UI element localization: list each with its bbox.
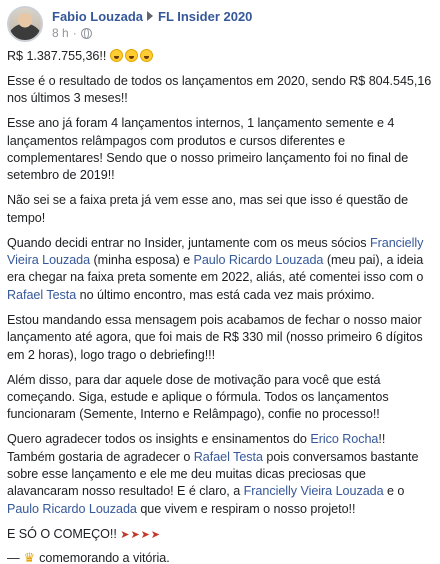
rocket-icon: ➤ (140, 528, 150, 541)
rocket-icon: ➤ (120, 528, 130, 541)
text-segment: e o (383, 484, 405, 499)
text-segment: (meu pai), a ideia era chegar na faixa preta somente em 2022, aliás, até comentei isso com o (7, 253, 424, 285)
text-segment: Quero agradecer todos os insights e ensinamentos do (7, 432, 311, 447)
text-segment: !! Também gostaria de agradecer o (7, 432, 386, 464)
post-meta (52, 25, 252, 41)
feeling-activity (7, 549, 432, 564)
post-paragraph (7, 431, 432, 518)
grinning-face-icon (125, 49, 138, 62)
mention-link[interactable]: Francielly Vieira Louzada (7, 235, 424, 268)
trophy-icon: ♛ (23, 549, 36, 564)
text-segment: pois conversamos bastante sobre esse lançamento e ele me deu muitas dicas preciosas que alavancaram nosso resultado! E é claro, a (7, 449, 419, 499)
post-header-text (52, 6, 252, 41)
rocket-icon: ➤ (130, 528, 140, 541)
grinning-face-icon (140, 49, 153, 62)
post-title-line (52, 8, 252, 25)
text-segment: no último encontro, mas está cada vez mais próximo. (76, 287, 375, 302)
feeling-text[interactable]: comemorando a vitória. (39, 550, 170, 564)
mention-link[interactable]: Francielly Vieira Louzada (243, 484, 384, 499)
post-paragraph (7, 48, 432, 65)
author-name-link[interactable]: Fabio Louzada (52, 9, 143, 24)
mention-link[interactable]: Rafael Testa (193, 449, 263, 464)
mention-link[interactable]: Paulo Ricardo Louzada (193, 253, 324, 268)
group-name-link[interactable]: FL Insider 2020 (158, 9, 253, 24)
feeling-prefix: — (7, 550, 20, 564)
revenue-text: R$ 1.387.755,36!! (7, 49, 107, 63)
mention-link[interactable]: Paulo Ricardo Louzada (7, 501, 137, 516)
post-paragraph (7, 235, 432, 305)
mention-link[interactable]: Erico Rocha (310, 432, 379, 447)
post-paragraph: Não sei se a faixa preta já vem esse ano, mas sei que isso é questão de tempo! (7, 193, 409, 225)
meta-separator: · (72, 26, 77, 40)
post-paragraph: Além disso, para dar aquele dose de motivação para você que está começando. Siga, estude e aplique o fórmula. Todos os lançamentos funcionaram (Semente, Interno e Relâmpago), confie no processo!! (7, 372, 389, 422)
closing-text: E SÓ O COMEÇO!! (7, 526, 117, 541)
post-paragraph: Esse é o resultado de todos os lançamentos em 2020, sendo R$ 804.545,16 nos últimos 3 meses!! (7, 73, 432, 106)
post-paragraph: Esse ano já foram 4 lançamentos internos, 1 lançamento semente e 4 lançamentos relâmpagos com produtos e cursos diferentes e complementares! Sendo que o nosso primeiro lançamento foi no final de setembro de 2019!! (7, 116, 409, 183)
post-header (7, 6, 432, 44)
text-segment: Quando decidi entrar no Insider, juntamente com os meus sócios (7, 235, 370, 250)
text-segment: que vivem e respiram o nosso projeto!! (136, 501, 356, 516)
grinning-face-icon (110, 49, 123, 62)
arrow-right-icon (147, 11, 153, 21)
post-paragraph: Estou mandando essa mensagem pois acabamos de fechar o nosso maior lançamento até agora, que foi mais de R$ 330 mil (nosso primeiro 6 dígitos em 2 horas), logo trago o debriefing!!! (7, 312, 423, 362)
post-body (7, 48, 432, 564)
text-segment: (minha esposa) e (90, 253, 194, 268)
post-timestamp[interactable]: 8 h (52, 26, 69, 40)
post-paragraph (7, 526, 432, 543)
globe-icon[interactable] (81, 28, 92, 39)
rocket-icon: ➤ (150, 528, 160, 541)
mention-link[interactable]: Rafael Testa (7, 287, 77, 302)
author-avatar[interactable] (7, 6, 43, 42)
